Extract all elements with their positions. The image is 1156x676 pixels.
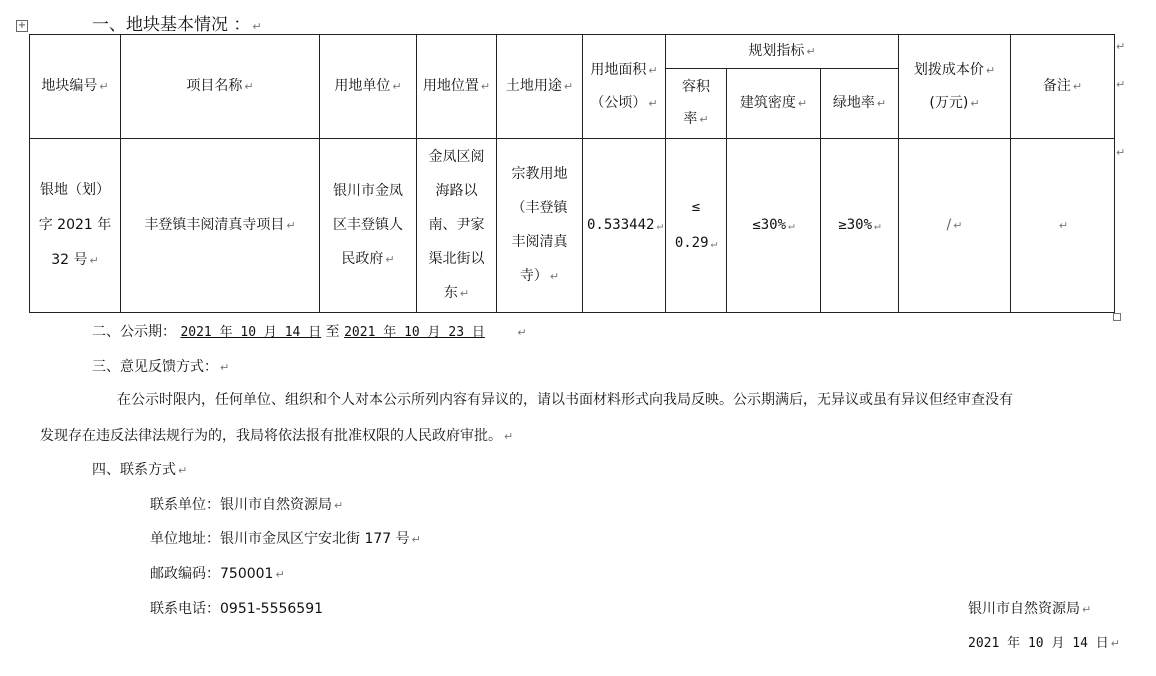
contact-address: 单位地址：银川市金凤区宁安北街 177 号 ↵ xyxy=(150,531,421,547)
header-parcel-no: 地块编号 ↵ xyxy=(30,35,121,139)
cell-land-use: 宗教用地 （丰登镇 丰阅清真 寺） ↵ xyxy=(497,139,583,313)
feedback-paragraph-line2: 发现存在违反法律法规行为的，我局将依法报有批准权限的人民政府审批。 ↵ xyxy=(40,428,514,444)
parcel-table xyxy=(29,34,1115,313)
cell-density: ≤30% ↵ xyxy=(727,139,821,313)
section-contact-title: 四、联系方式 ↵ xyxy=(92,462,188,478)
cell-green: ≥30% ↵ xyxy=(821,139,899,313)
feedback-paragraph-line1: 在公示时限内，任何单位、组织和个人对本公示所列内容有异议的，请以书面材料形式向我局反映。公示期满后，无异议或虽有异议但经审查没有 xyxy=(117,392,1013,408)
cell-location: 金凤区阅 海路以 南、尹家 渠北街以 东 ↵ xyxy=(417,139,497,313)
paragraph-mark-icon: ↵ xyxy=(252,20,262,33)
row-end-mark: ↵ xyxy=(1116,78,1126,91)
cell-project-name: 丰登镇丰阅清真寺项目 ↵ xyxy=(121,139,320,313)
period-start: 2021 年 10 月 14 日 xyxy=(180,325,322,340)
header-planning: 规划指标 ↵ xyxy=(666,35,899,69)
cell-area: 0.533442 ↵ xyxy=(583,139,666,313)
contact-postcode: 邮政编码：750001 ↵ xyxy=(150,566,285,582)
header-location: 用地位置 ↵ xyxy=(417,35,497,139)
section-publicity-period: 二、公示期： 2021 年 10 月 14 日 至 2021 年 10 月 23 日 ↵ xyxy=(92,324,527,340)
header-cost: 划拨成本价 ↵ (万元) ↵ xyxy=(899,35,1011,139)
period-end: 2021 年 10 月 23 日 xyxy=(344,325,485,340)
contact-phone: 联系电话：0951-5556591 xyxy=(150,601,324,617)
section-title-parcel-info: 一、地块基本情况 ： ↵ xyxy=(92,15,262,35)
header-far: 容积 率 ↵ xyxy=(666,69,727,139)
table-row xyxy=(30,139,1115,313)
header-remark: 备注 ↵ xyxy=(1011,35,1115,139)
row-end-mark: ↵ xyxy=(1116,146,1126,159)
table-resize-handle[interactable] xyxy=(1113,313,1121,321)
table-move-handle-icon[interactable]: + xyxy=(17,20,27,31)
signature-date: 2021 年 10 月 14 日 ↵ xyxy=(968,636,1120,651)
cell-far: ≤ 0.29 ↵ xyxy=(666,139,727,313)
cell-cost: / ↵ xyxy=(899,139,1011,313)
header-land-use: 土地用途 ↵ xyxy=(497,35,583,139)
contact-unit: 联系单位：银川市自然资源局 ↵ xyxy=(150,497,344,513)
cell-remark: ↵ xyxy=(1011,139,1115,313)
row-end-mark: ↵ xyxy=(1116,40,1126,53)
header-density: 建筑密度 ↵ xyxy=(727,69,821,139)
cell-land-user: 银川市金凤 区丰登镇人 民政府 ↵ xyxy=(320,139,417,313)
signature-org: 银川市自然资源局 ↵ xyxy=(968,601,1092,617)
section-feedback-title: 三、意见反馈方式： ↵ xyxy=(92,359,230,375)
header-green: 绿地率 ↵ xyxy=(821,69,899,139)
header-area: 用地面积 ↵ （公顷） ↵ xyxy=(583,35,666,139)
header-land-user: 用地单位 ↵ xyxy=(320,35,417,139)
cell-parcel-no: 银地（划） 字 2021 年 32 号 ↵ xyxy=(30,139,121,313)
header-project-name: 项目名称 ↵ xyxy=(121,35,320,139)
